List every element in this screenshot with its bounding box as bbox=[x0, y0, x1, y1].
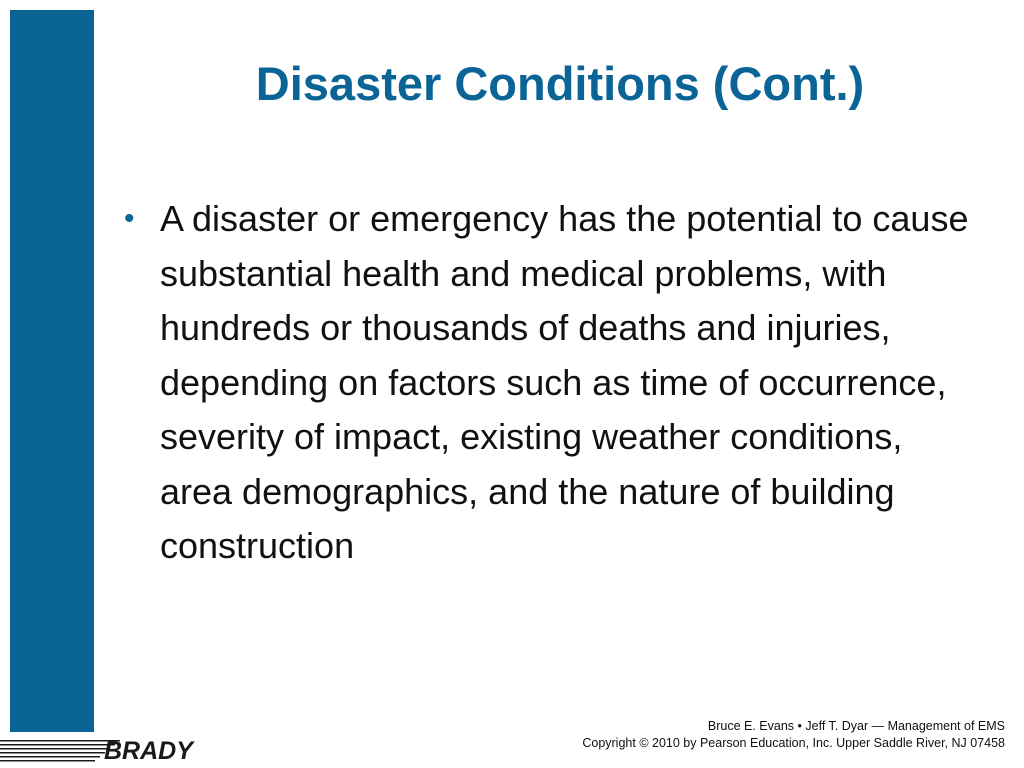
logo-stripes bbox=[0, 740, 120, 762]
brady-logo-text: BRADY bbox=[104, 738, 193, 762]
footer-copyright: Copyright © 2010 by Pearson Education, Inc. Upper Saddle River, NJ 07458 bbox=[582, 736, 1005, 750]
bullet-text: A disaster or emergency has the potential to cause substantial health and medical problems, with hundreds or thousands of deaths and injuries, depending on factors such as time of occurrence, severity of impact, existing weather conditions, area demographics, and the nature of building construction bbox=[160, 198, 969, 566]
sidebar-accent-bar bbox=[10, 10, 94, 732]
footer-credits bbox=[582, 718, 1005, 752]
bullet-item bbox=[122, 192, 982, 574]
bullet-dot-icon: • bbox=[124, 202, 135, 235]
brady-logo bbox=[0, 738, 230, 762]
bullet-list bbox=[122, 192, 982, 574]
footer-authors: Bruce E. Evans • Jeff T. Dyar — Management of EMS bbox=[707, 719, 1005, 733]
slide-title: Disaster Conditions (Cont.) bbox=[255, 57, 865, 110]
